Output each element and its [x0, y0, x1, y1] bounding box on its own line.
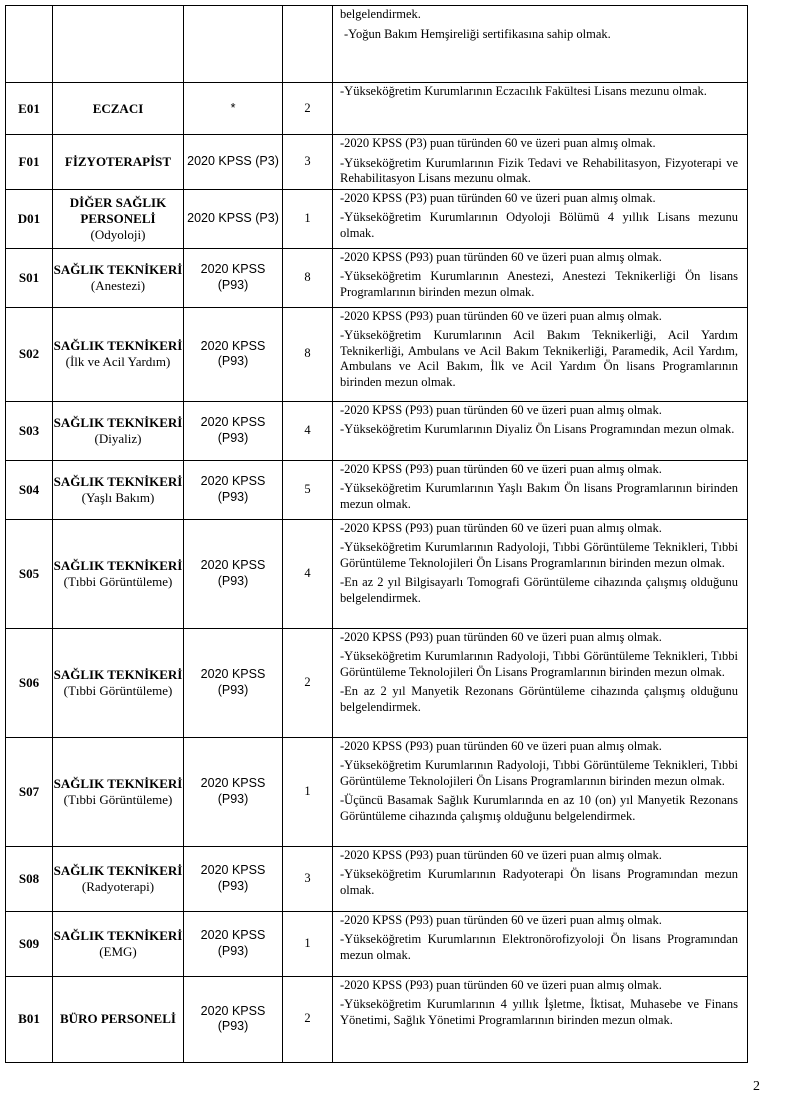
- requirement-item: -2020 KPSS (P93) puan türünden 60 ve üzeri puan almış olmak.: [340, 977, 662, 992]
- position-count: 2: [283, 976, 333, 1062]
- requirement-item: -Üçüncü Basamak Sağlık Kurumlarında en az 10 (on) yıl Manyetik Rezonans Görüntüleme cihazında çalışmış olduğunu belgelendirmek.: [340, 793, 738, 823]
- position-count: 3: [283, 135, 333, 190]
- position-title: SAĞLIK TEKNİKERİ: [53, 414, 183, 430]
- position-count: 4: [283, 519, 333, 628]
- requirement-item: -En az 2 yıl Manyetik Rezonans Görüntüleme cihazında çalışmış olduğunu belgelendirmek.: [340, 684, 738, 714]
- position-specialty: (Anestezi): [90, 277, 146, 293]
- table-row: [6, 307, 748, 401]
- position-code: [6, 6, 53, 83]
- position-specialty: (Odyoloji): [90, 226, 146, 242]
- position-title: BÜRO PERSONELİ: [60, 1011, 176, 1026]
- position-count: 2: [283, 83, 333, 135]
- table-row: [6, 248, 748, 307]
- requirement-item: -2020 KPSS (P93) puan türünden 60 ve üzeri puan almış olmak.: [340, 520, 662, 535]
- position-code: S08: [6, 846, 53, 911]
- requirement-item: -Yükseköğretim Kurumlarının Yaşlı Bakım Ön lisans Programlarının birinden mezun olmak.: [340, 481, 738, 511]
- positions-table: [5, 5, 748, 1063]
- kpss-score-type: 2020 KPSS (P93): [184, 519, 283, 628]
- kpss-score-type: 2020 KPSS (P93): [184, 628, 283, 737]
- requirements-cell: [333, 6, 748, 83]
- position-count: [283, 6, 333, 83]
- position-count: 8: [283, 248, 333, 307]
- requirements-cell: [333, 846, 748, 911]
- position-count: 8: [283, 307, 333, 401]
- position-title-cell: [53, 846, 184, 911]
- position-specialty: (Tıbbi Görüntüleme): [63, 682, 173, 698]
- requirement-item: -Yükseköğretim Kurumlarının Eczacılık Fakültesi Lisans mezunu olmak.: [340, 84, 707, 98]
- requirement-item: -2020 KPSS (P93) puan türünden 60 ve üzeri puan almış olmak.: [340, 912, 662, 927]
- position-code: S04: [6, 460, 53, 519]
- requirement-item: -2020 KPSS (P3) puan türünden 60 ve üzeri puan almış olmak.: [340, 136, 656, 150]
- requirements-cell: [333, 307, 748, 401]
- position-code: S06: [6, 628, 53, 737]
- requirement-item: -2020 KPSS (P93) puan türünden 60 ve üzeri puan almış olmak.: [340, 847, 662, 862]
- requirement-item: -2020 KPSS (P93) puan türünden 60 ve üzeri puan almış olmak.: [340, 308, 662, 323]
- requirement-item: -Yükseköğretim Kurumlarının Odyoloji Bölümü 4 yıllık Lisans mezunu olmak.: [340, 210, 738, 240]
- position-specialty: (İlk ve Acil Yardım): [65, 354, 171, 369]
- position-specialty: (Diyaliz): [94, 430, 142, 446]
- position-code: S02: [6, 307, 53, 401]
- position-title-cell: [53, 460, 184, 519]
- requirement-item: -Yükseköğretim Kurumlarının Radyoloji, Tıbbi Görüntüleme Teknikleri, Tıbbi Görüntüleme Teknolojileri Ön Lisans Programlarının birinden mezun olmak.: [340, 540, 738, 570]
- position-title: ECZACI: [92, 100, 144, 116]
- table-row: [6, 460, 748, 519]
- position-specialty: (Radyoterapi): [81, 878, 155, 894]
- position-title: SAĞLIK TEKNİKERİ: [53, 775, 183, 791]
- position-title-cell: [53, 307, 184, 401]
- kpss-score-type: 2020 KPSS (P93): [184, 248, 283, 307]
- position-code: B01: [6, 976, 53, 1062]
- position-code: F01: [6, 135, 53, 190]
- position-title-cell: [53, 6, 184, 83]
- position-title: DİĞER SAĞLIK PERSONELİ: [69, 194, 167, 226]
- requirement-item: -2020 KPSS (P93) puan türünden 60 ve üzeri puan almış olmak.: [340, 249, 662, 264]
- position-title-cell: [53, 189, 184, 248]
- position-title-cell: [53, 248, 184, 307]
- requirements-cell: [333, 135, 748, 190]
- requirements-cell: [333, 401, 748, 460]
- position-title: SAĞLIK TEKNİKERİ: [53, 666, 183, 682]
- requirements-cell: [333, 248, 748, 307]
- requirement-item: -2020 KPSS (P93) puan türünden 60 ve üzeri puan almış olmak.: [340, 461, 662, 476]
- position-specialty: (Tıbbi Görüntüleme): [63, 791, 173, 807]
- position-title: SAĞLIK TEKNİKERİ: [53, 557, 183, 573]
- position-count: 2: [283, 628, 333, 737]
- requirement-item: -2020 KPSS (P3) puan türünden 60 ve üzeri puan almış olmak.: [340, 190, 656, 205]
- position-specialty: (EMG): [99, 943, 137, 959]
- requirements-cell: [333, 519, 748, 628]
- requirements-cell: [333, 628, 748, 737]
- position-count: 1: [283, 189, 333, 248]
- table-row: [6, 6, 748, 83]
- table-row: [6, 737, 748, 846]
- requirement-item: -2020 KPSS (P93) puan türünden 60 ve üzeri puan almış olmak.: [340, 629, 662, 644]
- requirement-item: -Yoğun Bakım Hemşireliği sertifikasına sahip olmak.: [344, 26, 611, 41]
- position-title-cell: [53, 83, 184, 135]
- position-code: S03: [6, 401, 53, 460]
- position-code: D01: [6, 189, 53, 248]
- kpss-score-type: [184, 6, 283, 83]
- kpss-score-type: 2020 KPSS (P3): [184, 135, 283, 190]
- kpss-score-type: 2020 KPSS (P93): [184, 460, 283, 519]
- requirement-item: -Yükseköğretim Kurumlarının Radyoloji, Tıbbi Görüntüleme Teknikleri, Tıbbi Görüntüleme Teknolojileri Ön Lisans Programlarının birinden mezun olmak.: [340, 758, 738, 788]
- table-row: [6, 83, 748, 135]
- requirement-item: -Yükseköğretim Kurumlarının Anestezi, Anestezi Teknikerliği Ön lisans Programlarının birinden mezun olmak.: [340, 269, 738, 299]
- requirements-cell: [333, 911, 748, 976]
- position-title: SAĞLIK TEKNİKERİ: [53, 862, 183, 878]
- position-count: 4: [283, 401, 333, 460]
- kpss-score-type: *: [184, 83, 283, 135]
- requirement-item: -Yükseköğretim Kurumlarının 4 yıllık İşletme, İktisat, Muhasebe ve Finans Yönetimi, Sağlık Yönetimi Programlarının birinden mezun olmak.: [340, 997, 738, 1027]
- position-code: S05: [6, 519, 53, 628]
- position-title-cell: [53, 911, 184, 976]
- position-title-cell: [53, 519, 184, 628]
- position-title: SAĞLIK TEKNİKERİ: [53, 261, 183, 277]
- position-title-cell: [53, 628, 184, 737]
- position-code: S01: [6, 248, 53, 307]
- position-title: SAĞLIK TEKNİKERİ: [53, 338, 183, 353]
- kpss-score-type: 2020 KPSS (P93): [184, 307, 283, 401]
- position-title: FİZYOTERAPİST: [64, 153, 172, 169]
- position-specialty: (Yaşlı Bakım): [81, 489, 155, 505]
- requirements-cell: [333, 189, 748, 248]
- position-code: S07: [6, 737, 53, 846]
- table-row: [6, 628, 748, 737]
- position-code: E01: [6, 83, 53, 135]
- table-row: [6, 976, 748, 1062]
- table-row: [6, 846, 748, 911]
- position-title: SAĞLIK TEKNİKERİ: [53, 473, 183, 489]
- requirement-item: -Yükseköğretim Kurumlarının Diyaliz Ön Lisans Programından mezun olmak.: [340, 422, 735, 436]
- position-title-cell: [53, 135, 184, 190]
- requirements-cell: [333, 976, 748, 1062]
- kpss-score-type: 2020 KPSS (P93): [184, 401, 283, 460]
- requirement-item: -2020 KPSS (P93) puan türünden 60 ve üzeri puan almış olmak.: [340, 738, 662, 753]
- kpss-score-type: 2020 KPSS (P93): [184, 737, 283, 846]
- position-code: S09: [6, 911, 53, 976]
- requirements-cell: [333, 737, 748, 846]
- position-count: 5: [283, 460, 333, 519]
- position-title-cell: [53, 976, 184, 1062]
- position-count: 1: [283, 911, 333, 976]
- requirement-item: belgelendirmek.: [340, 7, 421, 21]
- page-number: 2: [753, 1079, 760, 1094]
- requirement-item: -Yükseköğretim Kurumlarının Acil Bakım Teknikerliği, Acil Yardım Teknikerliği, Ambulans ve Acil Bakım Teknikerliği, Paramedik, Acil Yardım, Ambulans ve Acil Bakım, İlk ve Acil Yardım Ön lisans Programlarının birinden mezun olmak.: [340, 328, 738, 389]
- kpss-score-type: 2020 KPSS (P93): [184, 911, 283, 976]
- requirements-cell: [333, 83, 748, 135]
- kpss-score-type: 2020 KPSS (P3): [184, 189, 283, 248]
- position-title-cell: [53, 737, 184, 846]
- requirement-item: -Yükseköğretim Kurumlarının Radyoterapi Ön lisans Programından mezun olmak.: [340, 867, 738, 897]
- position-specialty: (Tıbbi Görüntüleme): [63, 573, 173, 589]
- position-count: 1: [283, 737, 333, 846]
- kpss-score-type: 2020 KPSS (P93): [184, 976, 283, 1062]
- table-row: [6, 401, 748, 460]
- requirement-item: -Yükseköğretim Kurumlarının Radyoloji, Tıbbi Görüntüleme Teknikleri, Tıbbi Görüntüleme Teknolojileri Ön Lisans Programlarının birinden mezun olmak.: [340, 649, 738, 679]
- table-row: [6, 135, 748, 190]
- position-title: SAĞLIK TEKNİKERİ: [53, 927, 183, 943]
- requirements-cell: [333, 460, 748, 519]
- table-row: [6, 189, 748, 248]
- requirement-item: -En az 2 yıl Bilgisayarlı Tomografi Görüntüleme cihazında çalışmış olduğunu belgelendirmek.: [340, 575, 738, 605]
- kpss-score-type: 2020 KPSS (P93): [184, 846, 283, 911]
- requirement-item: -2020 KPSS (P93) puan türünden 60 ve üzeri puan almış olmak.: [340, 402, 662, 417]
- table-row: [6, 519, 748, 628]
- requirement-item: -Yükseköğretim Kurumlarının Fizik Tedavi ve Rehabilitasyon, Fizyoterapi ve Rehabilitasyon Lisans mezunu olmak.: [340, 155, 738, 185]
- position-title-cell: [53, 401, 184, 460]
- table-row: [6, 911, 748, 976]
- position-count: 3: [283, 846, 333, 911]
- requirement-item: -Yükseköğretim Kurumlarının Elektronörofizyoloji Ön lisans Programından mezun olmak.: [340, 932, 738, 962]
